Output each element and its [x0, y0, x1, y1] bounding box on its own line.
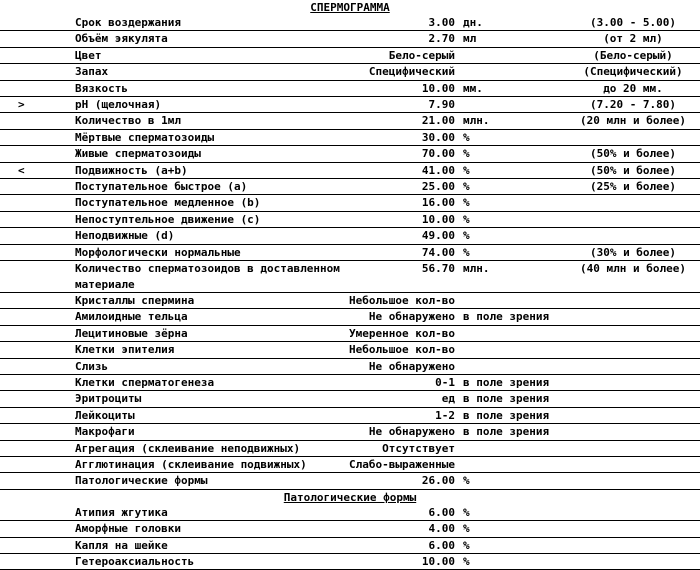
reference-range: (50% и более) — [589, 147, 677, 161]
results-table-pathological-forms — [0, 505, 700, 570]
parameter-value: ед — [441, 392, 455, 406]
result-row — [0, 179, 700, 195]
parameter-value: Не обнаружено — [368, 310, 455, 324]
result-row — [0, 293, 700, 309]
parameter-unit: в поле зрения — [463, 310, 550, 324]
result-row — [0, 15, 700, 31]
reference-range: (40 млн и более) — [580, 262, 686, 276]
parameter-unit: в поле зрения — [463, 375, 550, 389]
parameter-name: Запах — [75, 65, 109, 79]
parameter-name: Клетки эпителия — [75, 343, 175, 357]
result-row — [0, 521, 700, 537]
parameter-value: 6.00 — [428, 505, 455, 519]
parameter-name: Клетки сперматогенеза — [75, 375, 215, 389]
parameter-name: Вязкость — [75, 81, 128, 95]
reference-range: (3.00 - 5.00) — [589, 16, 677, 29]
parameter-name: Патологические формы — [75, 474, 208, 488]
parameter-value: 1-2 — [435, 408, 455, 422]
reference-range: до 20 мм. — [603, 81, 663, 95]
parameter-value: 10.00 — [421, 555, 455, 568]
parameter-name: Агглютинация (склеивание подвижных) — [75, 457, 307, 471]
section-title-text: Патологические формы — [283, 490, 417, 504]
result-row — [0, 326, 700, 342]
parameter-name: Макрофаги — [75, 425, 135, 439]
result-row — [0, 31, 700, 47]
parameter-name: Эритроциты — [75, 392, 142, 406]
parameter-name: pH (щелочная) — [75, 98, 162, 112]
result-row — [0, 391, 700, 407]
parameter-value: 25.00 — [421, 180, 455, 194]
reference-range: (25% и более) — [589, 180, 677, 194]
parameter-name: Лейкоциты — [75, 408, 135, 422]
parameter-value: 30.00 — [421, 130, 455, 144]
parameter-value: 16.00 — [421, 196, 455, 210]
parameter-unit: % — [463, 196, 470, 210]
parameter-value: Слабо-выраженные — [349, 457, 455, 471]
result-row — [0, 113, 700, 129]
results-table-main — [0, 15, 700, 490]
parameter-unit: в поле зрения — [463, 392, 550, 406]
abnormal-marker: < — [18, 163, 25, 177]
parameter-name: Лецитиновые зёрна — [75, 326, 188, 340]
reference-range: (20 млн и более) — [580, 114, 686, 128]
reference-range: (Бело-серый) — [593, 48, 673, 62]
parameter-name: Срок воздержания — [75, 16, 181, 29]
reference-range: (Специфический) — [583, 65, 683, 79]
parameter-unit: в поле зрения — [463, 408, 550, 422]
parameter-name: Поступательное быстрое (a) — [75, 180, 248, 194]
reference-range: (от 2 мл) — [603, 32, 663, 46]
parameter-value: Не обнаружено — [368, 425, 455, 439]
parameter-unit: % — [463, 147, 470, 161]
parameter-name: Агрегация (склеивание неподвижных) — [75, 441, 301, 455]
parameter-name: Неподвижные (d) — [75, 229, 175, 243]
result-row — [0, 505, 700, 521]
parameter-name: Цвет — [75, 48, 102, 62]
result-row — [0, 309, 700, 325]
result-row — [0, 342, 700, 358]
parameter-name: Поступательное медленное (b) — [75, 196, 261, 210]
result-row — [0, 245, 700, 261]
parameter-value: 6.00 — [428, 538, 455, 552]
parameter-unit: % — [463, 229, 470, 243]
reference-range: (50% и более) — [589, 163, 677, 177]
parameter-name: Амилоидные тельца — [75, 310, 188, 324]
parameter-name: Количество сперматозоидов в доставленном материале — [75, 262, 340, 291]
parameter-value: 49.00 — [421, 229, 455, 243]
parameter-name: Аморфные головки — [75, 522, 181, 536]
abnormal-marker: > — [18, 98, 25, 112]
section-title-pathological-forms — [0, 490, 700, 505]
parameter-value: 3.00 — [428, 16, 455, 29]
parameter-name: Количество в 1мл — [75, 114, 181, 128]
parameter-value: 21.00 — [421, 114, 455, 128]
parameter-unit: % — [463, 212, 470, 226]
result-row — [0, 408, 700, 424]
parameter-value: Небольшое кол-во — [349, 293, 455, 307]
result-row — [0, 81, 700, 97]
parameter-unit: % — [463, 180, 470, 194]
parameter-value: Не обнаружено — [368, 359, 455, 373]
result-row — [0, 359, 700, 375]
result-row — [0, 64, 700, 80]
parameter-unit: % — [463, 522, 470, 536]
parameter-unit: млн. — [463, 114, 490, 128]
result-row — [0, 48, 700, 64]
parameter-name: Морфологически нормальные — [75, 245, 241, 259]
parameter-name: Непоступтельное движение (c) — [75, 212, 261, 226]
parameter-unit: % — [463, 555, 470, 568]
result-row — [0, 228, 700, 244]
parameter-name: Атипия жгутика — [75, 505, 168, 519]
parameter-unit: мм. — [463, 81, 483, 95]
result-row — [0, 97, 700, 113]
reference-range: (7.20 - 7.80) — [589, 98, 677, 112]
report-title-text: СПЕРМОГРАММА — [310, 1, 390, 14]
parameter-unit: % — [463, 245, 470, 259]
result-row — [0, 261, 700, 293]
parameter-value: Бело-серый — [388, 48, 455, 62]
parameter-value: 41.00 — [421, 163, 455, 177]
parameter-unit: в поле зрения — [463, 425, 550, 439]
result-row — [0, 554, 700, 570]
parameter-name: Живые сперматозоиды — [75, 147, 201, 161]
result-row — [0, 473, 700, 489]
parameter-name: Слизь — [75, 359, 109, 373]
result-row — [0, 441, 700, 457]
parameter-name: Мёртвые сперматозоиды — [75, 130, 215, 144]
parameter-value: 10.00 — [421, 81, 455, 95]
reference-range: (30% и более) — [589, 245, 677, 259]
parameter-value: 70.00 — [421, 147, 455, 161]
parameter-value: 74.00 — [421, 245, 455, 259]
parameter-value: 26.00 — [421, 474, 455, 488]
result-row — [0, 457, 700, 473]
parameter-value: Отсутствует — [382, 441, 455, 455]
parameter-unit: мл — [463, 32, 477, 46]
parameter-name: Гетероаксиальность — [75, 555, 195, 568]
parameter-unit: % — [463, 474, 470, 488]
parameter-unit: дн. — [463, 16, 483, 29]
parameter-value: 56.70 — [421, 262, 455, 276]
parameter-value: 4.00 — [428, 522, 455, 536]
parameter-value: 0-1 — [435, 375, 455, 389]
result-row — [0, 195, 700, 211]
parameter-value: 10.00 — [421, 212, 455, 226]
parameter-value: 2.70 — [428, 32, 455, 46]
result-row — [0, 424, 700, 440]
parameter-unit: % — [463, 130, 470, 144]
parameter-value: Специфический — [368, 65, 455, 79]
result-row — [0, 146, 700, 162]
result-row — [0, 212, 700, 228]
report-title — [0, 0, 700, 15]
parameter-name: Кристаллы спермина — [75, 293, 195, 307]
parameter-value: Небольшое кол-во — [349, 343, 455, 357]
result-row — [0, 130, 700, 146]
parameter-unit: % — [463, 538, 470, 552]
parameter-name: Подвижность (a+b) — [75, 163, 188, 177]
parameter-name: Капля на шейке — [75, 538, 168, 552]
result-row — [0, 163, 700, 179]
parameter-value: Умеренное кол-во — [349, 326, 455, 340]
result-row — [0, 375, 700, 391]
parameter-name: Объём эякулята — [75, 32, 168, 46]
parameter-unit: % — [463, 163, 470, 177]
parameter-unit: % — [463, 505, 470, 519]
parameter-unit: млн. — [463, 262, 490, 276]
parameter-value: 7.90 — [428, 98, 455, 112]
